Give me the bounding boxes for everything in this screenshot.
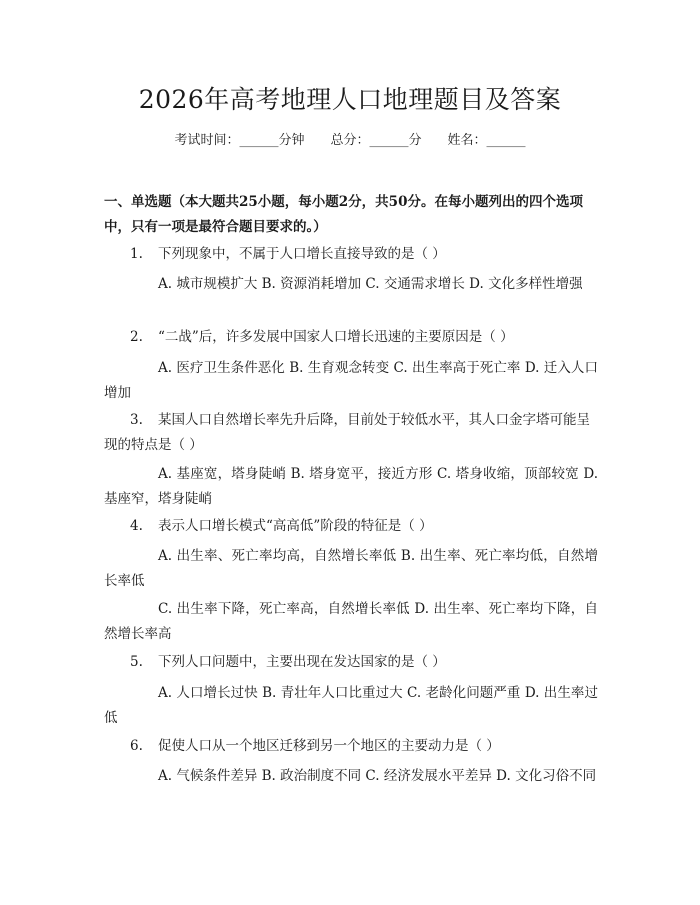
- total-score-field: 总分：______分: [330, 133, 422, 148]
- question-4-stem: [104, 514, 600, 539]
- question-5-options: A. 人口增长过快 B. 青壮年人口比重过大 C. 老龄化问题严重 D. 出生率过低: [104, 685, 598, 726]
- question-2-stem: [104, 325, 600, 350]
- question-number: 1.: [130, 246, 143, 262]
- question-text: 下列人口问题中，主要出现在发达国家的是（ ）: [158, 654, 446, 670]
- question-text: 下列现象中，不属于人口增长直接导致的是（ ）: [158, 246, 446, 262]
- question-number: 5.: [130, 654, 143, 670]
- question-text: 促使人口从一个地区迁移到另一个地区的主要动力是（ ）: [158, 738, 500, 754]
- question-number: 2.: [130, 329, 143, 345]
- student-name-field: 姓名：______: [447, 133, 526, 148]
- question-3-options: A. 基座宽，塔身陡峭 B. 塔身宽平，接近方形 C. 塔身收缩，顶部较宽 D. 基座窄，塔身陡峭: [104, 466, 598, 507]
- question-text: 表示人口增长模式“高高低”阶段的特征是（ ）: [158, 518, 433, 534]
- question-number: 4.: [130, 518, 143, 534]
- page-title: 2026年高考地理人口地理题目及答案: [138, 85, 562, 114]
- question-number: 3.: [130, 412, 143, 428]
- question-4-options-cd: C. 出生率下降，死亡率高，自然增长率低 D. 出生率、死亡率均下降，自然增长率高: [104, 601, 598, 642]
- section-heading: 一、单选题（本大题共25小题，每小题2分，共50分。在每小题列出的四个选项中，只有一项是最符合题目要求的。）: [104, 194, 583, 235]
- question-6-options: A. 气候条件差异 B. 政治制度不同 C. 经济发展水平差异 D. 文化习俗不同: [158, 768, 597, 784]
- exam-meta: [0, 131, 700, 151]
- question-number: 6.: [130, 738, 143, 754]
- question-2-options: A. 医疗卫生条件恶化 B. 生育观念转变 C. 出生率高于死亡率 D. 迁入人口增加: [104, 360, 598, 401]
- question-text: “二战”后，许多发展中国家人口增长迅速的主要原因是（ ）: [158, 329, 514, 345]
- exam-time-field: 考试时间：______分钟: [174, 133, 305, 148]
- question-1-stem: [104, 242, 600, 267]
- question-1-options: A. 城市规模扩大 B. 资源消耗增加 C. 交通需求增长 D. 文化多样性增强: [158, 276, 583, 292]
- question-4-options-ab: A. 出生率、死亡率均高，自然增长率低 B. 出生率、死亡率均低，自然增长率低: [104, 548, 598, 589]
- question-3-stem: [104, 408, 600, 458]
- question-5-stem: [104, 650, 600, 675]
- question-text: 某国人口自然增长率先升后降，目前处于较低水平，其人口金字塔可能呈现的特点是（ ）: [104, 412, 590, 453]
- question-6-stem: [104, 734, 600, 759]
